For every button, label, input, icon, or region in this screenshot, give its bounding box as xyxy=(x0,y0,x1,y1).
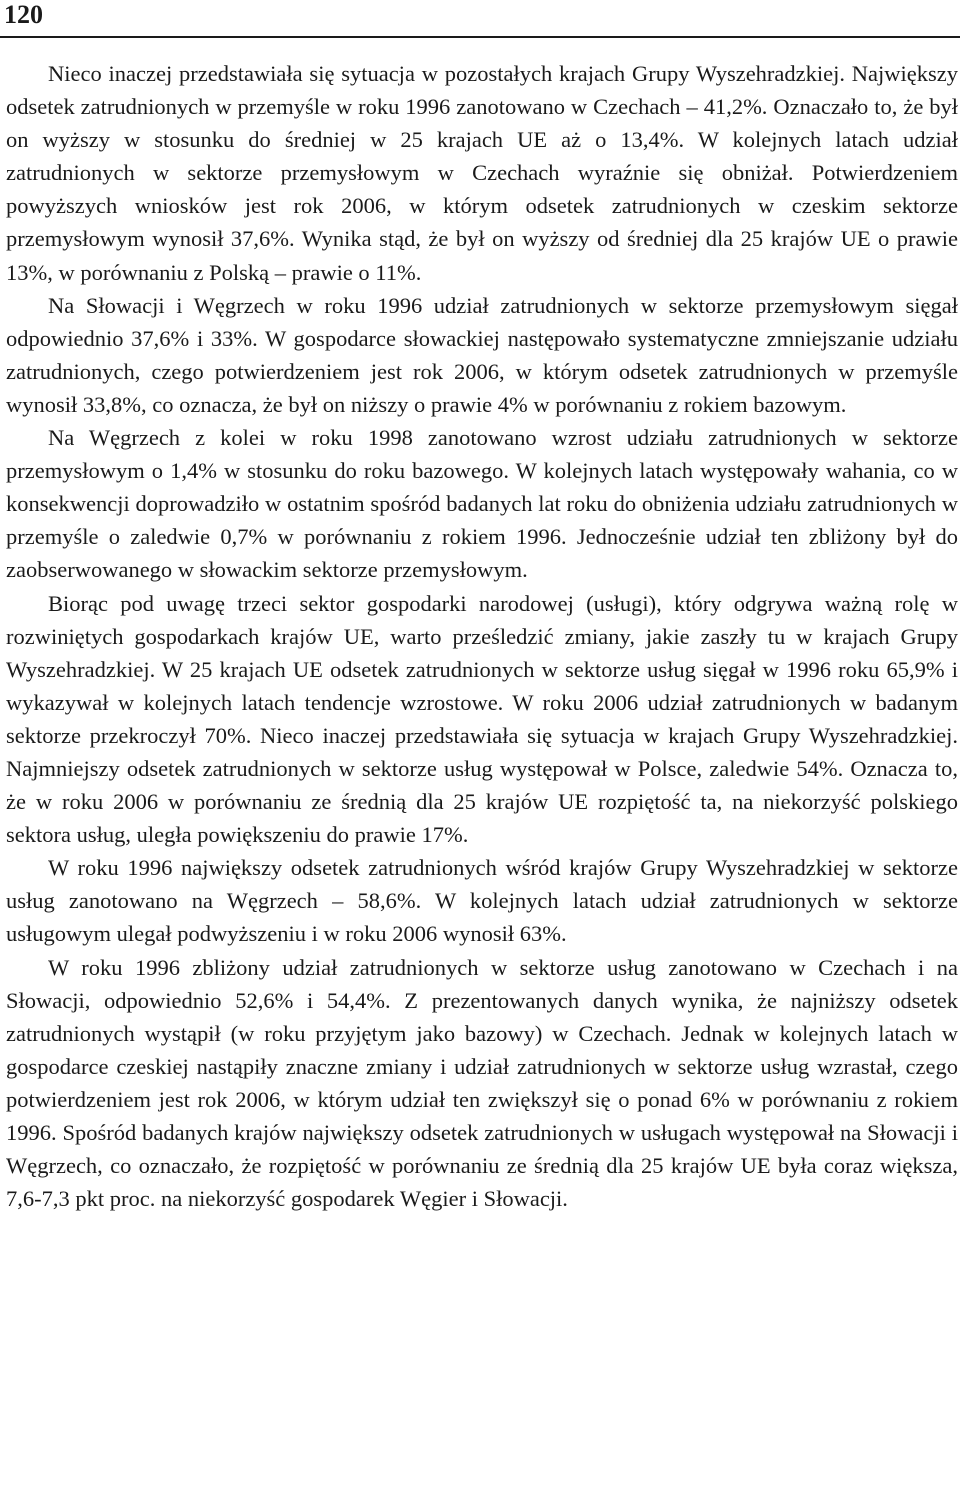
paragraph-1: Nieco inaczej przedstawiała się sytuacja w pozostałych krajach Grupy Wyszehradzkiej. Największy odsetek zatrudnionych w przemyśle w roku 1996 zanotowano w Czechach – 41,2%. Oznaczało to, że był on wyższy w stosunku do średniej w 25 krajach UE aż o 13,4%. W kolejnych latach udział zatrudnionych w sektorze przemysłowym w Czechach wyraźnie się obniżał. Potwierdzeniem powyższych wniosków jest rok 2006, w którym odsetek zatrudnionych w czeskim sektorze przemysłowym wynosił 37,6%. Wynika stąd, że był on wyższy od średniej dla 25 krajów UE o prawie 13%, w porównaniu z Polską – prawie o 11%. xyxy=(6,61,958,285)
page-number: 120 xyxy=(4,0,43,29)
header-rule xyxy=(0,36,960,38)
paragraph-5: W roku 1996 największy odsetek zatrudnionych wśród krajów Grupy Wyszehradzkiej w sektorze usług zanotowano na Węgrzech – 58,6%. W kolejnych latach udział zatrudnionych w sektorze usługowym ulegał podwyższeniu i w roku 2006 wynosił 63%. xyxy=(6,855,958,947)
paragraph-6: W roku 1996 zbliżony udział zatrudnionych w sektorze usług zanotowano w Czechach i na Słowacji, odpowiednio 52,6% i 54,4%. Z prezentowanych danych wynika, że najniższy odsetek zatrudnionych wystąpił (w roku przyjętym jako bazowy) w Czechach. Jednak w kolejnych latach w gospodarce czeskiej nastąpiły znaczne zmiany i udział zatrudnionych w sektorze usług wzrastał, czego potwierdzeniem jest rok 2006, w którym udział ten zwiększył się o ponad 6% w porównaniu z rokiem 1996. Spośród badanych krajów największy odsetek zatrudnionych w usługach występował na Słowacji i Węgrzech, co oznaczało, że rozpiętość w porównaniu ze średnią dla 25 krajów UE była coraz większa, 7,6-7,3 pkt proc. na niekorzyść gospodarek Węgier i Słowacji. xyxy=(6,954,958,1212)
paragraph-3: Na Węgrzech z kolei w roku 1998 zanotowano wzrost udziału zatrudnionych w sektorze przemysłowym o 1,4% w stosunku do roku bazowego. W kolejnych latach występowały wahania, co w konsekwencji doprowadziło w ostatnim spośród badanych lat roku do obniżenia udziału zatrudnionych w przemyśle o zaledwie 0,7% w porównaniu z rokiem 1996. Jednocześnie udział ten zbliżony był do zaobserwowanego w słowackim sektorze przemysłowym. xyxy=(6,425,958,583)
paragraph-4: Biorąc pod uwagę trzeci sektor gospodarki narodowej (usługi), który odgrywa ważną rolę w rozwiniętych gospodarkach krajów UE, warto prześledzić zmiany, jakie zaszły tu w krajach Grupy Wyszehradzkiej. W 25 krajach UE odsetek zatrudnionych w sektorze usług sięgał w 1996 roku 65,9% i wykazywał w kolejnych latach tendencje wzrostowe. W roku 2006 udział zatrudnionych w badanym sektorze przekroczył 70%. Nieco inaczej przedstawiała się sytuacja w krajach Grupy Wyszehradzkiej. Najmniejszy odsetek zatrudnionych w sektorze usług występował w Polsce, zaledwie 54%. Oznacza to, że w roku 2006 w porównaniu ze średnią dla 25 krajów UE rozpiętość ta, na niekorzyść polskiego sektora usług, uległa powiększeniu do prawie 17%. xyxy=(6,590,958,848)
paragraph-2: Na Słowacji i Węgrzech w roku 1996 udział zatrudnionych w sektorze przemysłowym sięgał odpowiednio 37,6% i 33%. W gospodarce słowackiej następowało systematyczne zmniejszanie udziału zatrudnionych, czego potwierdzeniem jest rok 2006, w którym odsetek zatrudnionych w przemyśle wynosił 33,8%, co oznacza, że był on niższy o prawie 4% w porównaniu z rokiem bazowym. xyxy=(6,292,958,417)
body-text xyxy=(6,57,958,1215)
